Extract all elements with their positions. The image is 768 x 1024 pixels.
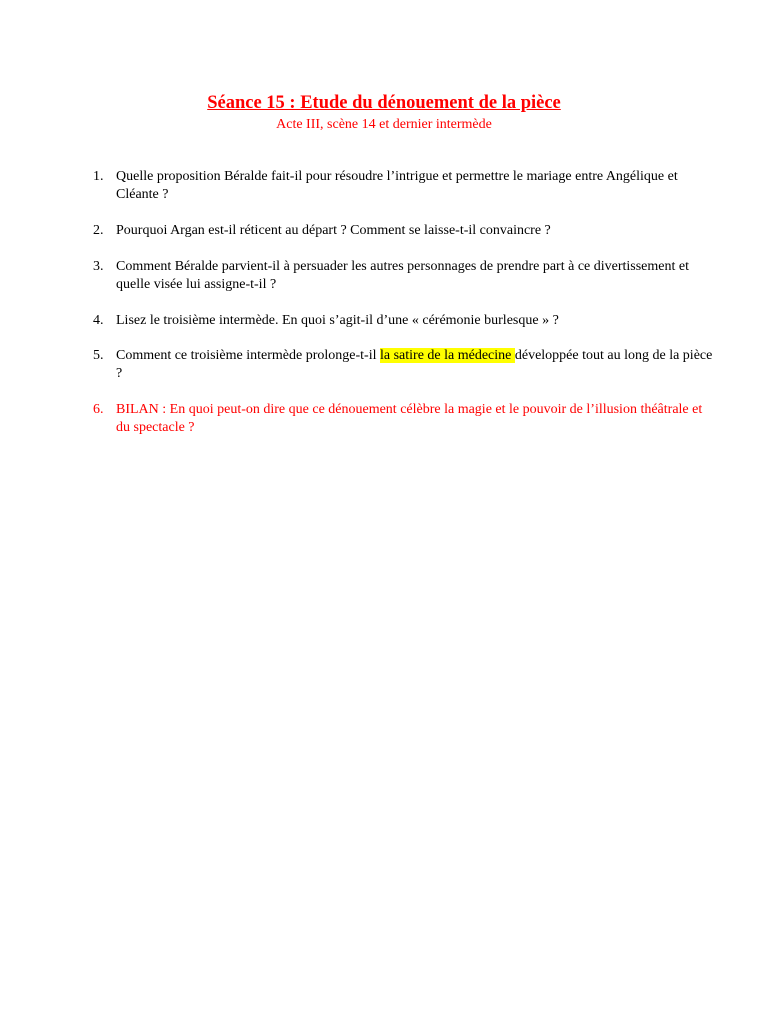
question-text-part: développée tout au long de la pièce ? xyxy=(116,348,713,381)
question-text-part: Comment ce troisième intermède prolonge-t-il xyxy=(116,348,380,363)
question-text: Pourquoi Argan est-il réticent au départ ? Comment se laisse-t-il convaincre ? xyxy=(116,223,551,238)
question-number: 4. xyxy=(93,313,104,328)
question-text: Comment Béralde parvient-il à persuader les autres personnages de prendre part à ce divertissement et quelle visée lui assigne-t-il ? xyxy=(116,259,689,292)
page-subtitle: Acte III, scène 14 et dernier intermède xyxy=(276,117,492,132)
question-2 xyxy=(93,222,713,240)
question-number: 5. xyxy=(93,348,104,363)
question-4 xyxy=(93,312,713,330)
question-1 xyxy=(93,168,713,204)
question-number: 6. xyxy=(93,402,104,417)
question-text: Quelle proposition Béralde fait-il pour résoudre l’intrigue et permettre le mariage entre Angélique et Cléante ? xyxy=(116,169,678,202)
page-title: Séance 15 : Etude du dénouement de la pièce xyxy=(207,93,561,113)
question-text: BILAN : En quoi peut-on dire que ce dénouement célèbre la magie et le pouvoir de l’illusion théâtrale et du spectacle ? xyxy=(116,402,703,435)
question-number: 3. xyxy=(93,259,104,274)
highlighted-text: la satire de la médecine xyxy=(379,348,515,363)
question-6-bilan xyxy=(93,401,713,437)
question-number: 1. xyxy=(93,169,104,184)
question-5 xyxy=(93,347,713,383)
question-number: 2. xyxy=(93,223,104,238)
question-text: Lisez le troisième intermède. En quoi s’agit-il d’une « cérémonie burlesque » ? xyxy=(116,313,559,328)
question-text xyxy=(116,347,713,383)
question-3 xyxy=(93,258,713,294)
